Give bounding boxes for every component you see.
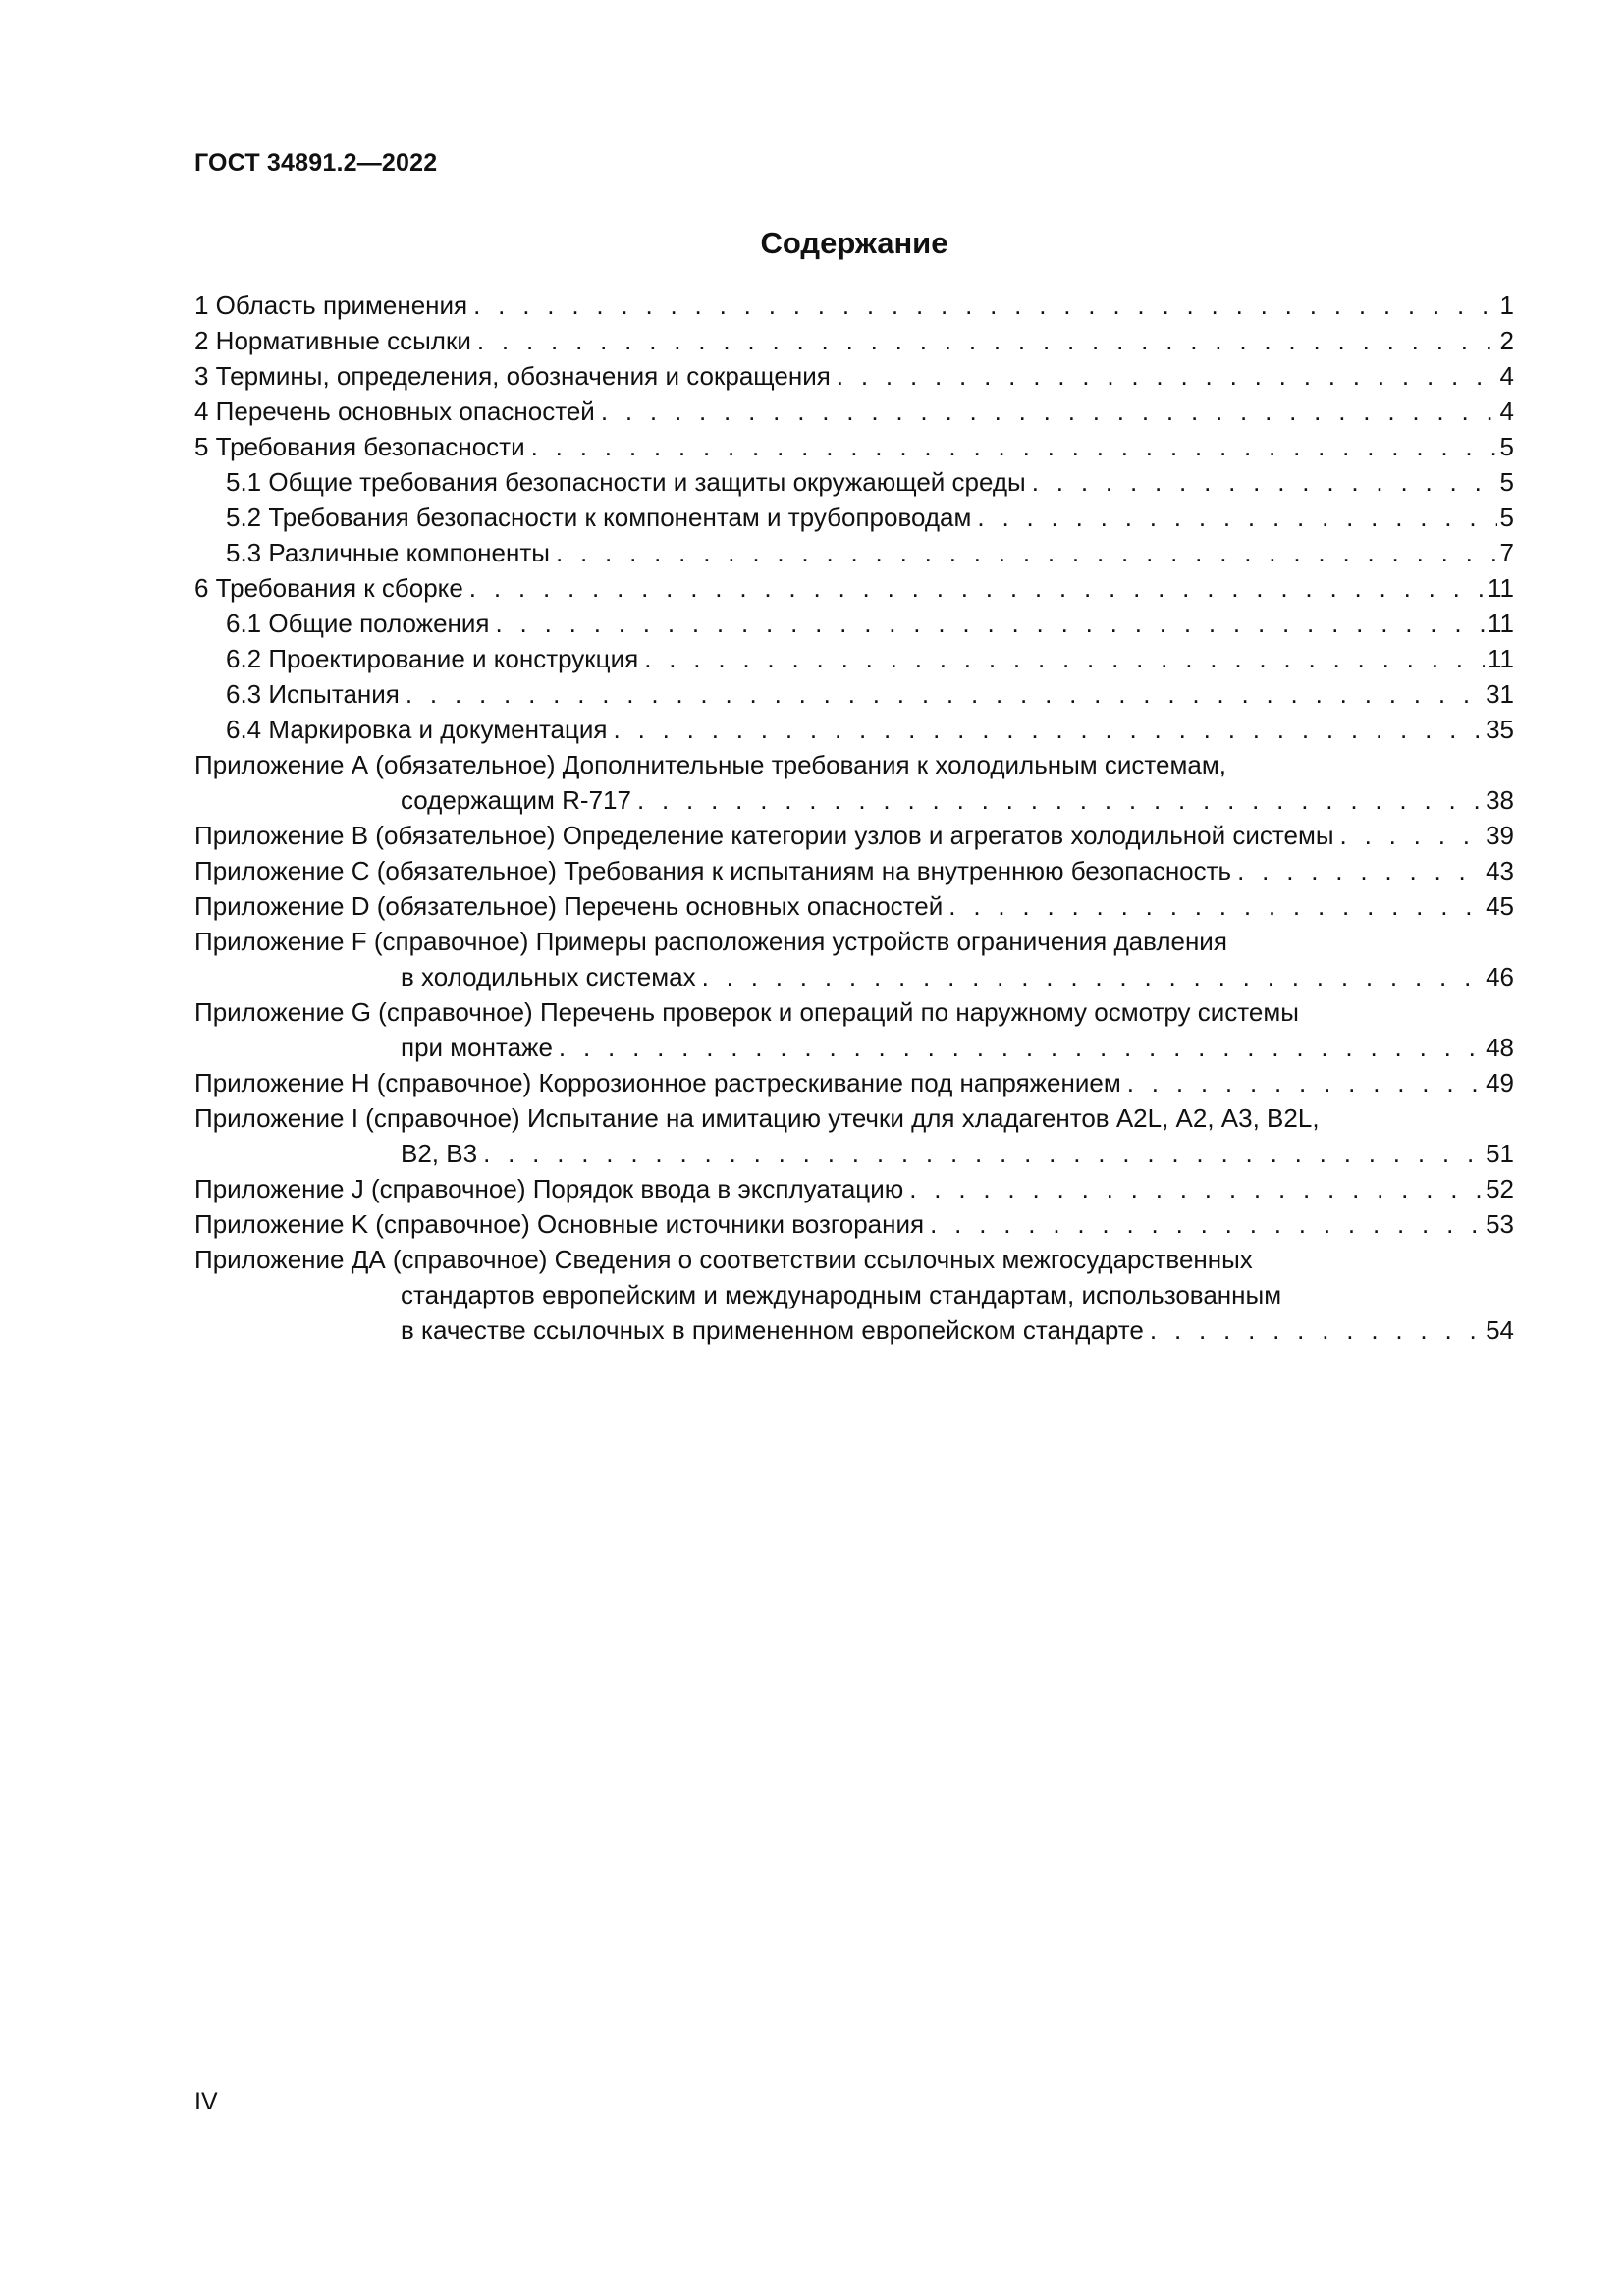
toc-entry-text: 2 Нормативные ссылки	[194, 326, 471, 355]
dot-leader	[930, 1206, 1483, 1242]
toc-entry[interactable]	[194, 606, 1514, 641]
toc-entry-text: 4 Перечень основных опасностей	[194, 397, 595, 426]
toc-page-number: 48	[1486, 1033, 1514, 1062]
toc-entry[interactable]	[194, 323, 1514, 358]
toc-page-number: 11	[1488, 609, 1514, 638]
toc-line	[194, 464, 1514, 500]
toc-page-number: 4	[1499, 361, 1514, 391]
toc-line	[194, 676, 1514, 712]
dot-leader	[977, 500, 1496, 535]
dot-leader	[531, 429, 1497, 464]
toc-page-number: 46	[1486, 962, 1514, 991]
document-code: ГОСТ 34891.2—2022	[194, 149, 438, 177]
toc-entry-text: содержащим R-717	[401, 785, 631, 815]
table-of-contents	[194, 288, 1514, 1348]
dot-leader	[1127, 1065, 1483, 1100]
dot-leader	[909, 1171, 1483, 1206]
dot-leader	[637, 782, 1483, 818]
dot-leader	[406, 676, 1483, 712]
toc-line	[194, 1100, 1514, 1136]
toc-page-number: 4	[1499, 397, 1514, 426]
toc-line	[194, 924, 1514, 959]
toc-entry[interactable]	[194, 888, 1514, 924]
toc-entry[interactable]	[194, 641, 1514, 676]
toc-page-number: 43	[1486, 856, 1514, 885]
toc-entry-text: 5.3 Различные компоненты	[226, 538, 550, 567]
dot-leader	[473, 288, 1496, 323]
toc-page-number: 54	[1486, 1315, 1514, 1345]
toc-entry-text: Приложение F (справочное) Примеры расположения устройств ограничения давления	[194, 927, 1227, 956]
dot-leader	[559, 1030, 1483, 1065]
toc-entry[interactable]	[194, 535, 1514, 570]
toc-page-number: 52	[1486, 1174, 1514, 1203]
toc-page-number: 7	[1499, 538, 1514, 567]
toc-line	[194, 747, 1514, 782]
dot-leader	[556, 535, 1497, 570]
toc-entry-text: 5.1 Общие требования безопасности и защиты окружающей среды	[226, 467, 1026, 497]
toc-line	[194, 1136, 1514, 1171]
toc-page-number: 5	[1499, 503, 1514, 532]
page-number: IV	[194, 2088, 218, 2115]
toc-page-number: 2	[1499, 326, 1514, 355]
toc-entry[interactable]	[194, 500, 1514, 535]
toc-entry[interactable]	[194, 924, 1514, 994]
toc-entry-text: 6.2 Проектирование и конструкция	[226, 644, 639, 673]
toc-entry-text: Приложение В (обязательное) Определение категории узлов и агрегатов холодильной системы	[194, 821, 1334, 850]
toc-line	[194, 429, 1514, 464]
toc-entry[interactable]	[194, 1171, 1514, 1206]
toc-entry-text: Приложение K (справочное) Основные источники возгорания	[194, 1209, 925, 1239]
toc-entry-text: В2, В3	[401, 1139, 478, 1168]
toc-entry[interactable]	[194, 712, 1514, 747]
toc-page-number: 39	[1486, 821, 1514, 850]
toc-page-number: 1	[1499, 291, 1514, 320]
toc-entry-text: в холодильных системах	[401, 962, 696, 991]
toc-entry[interactable]	[194, 1065, 1514, 1100]
toc-page-number: 5	[1499, 467, 1514, 497]
toc-page-number: 45	[1486, 891, 1514, 921]
toc-entry-text: Приложение Н (справочное) Коррозионное растрескивание под напряжением	[194, 1068, 1121, 1097]
toc-entry-text: при монтаже	[401, 1033, 553, 1062]
toc-entry[interactable]	[194, 676, 1514, 712]
toc-page-number: 5	[1499, 432, 1514, 461]
toc-entry-text: Приложение J (справочное) Порядок ввода в эксплуатацию	[194, 1174, 904, 1203]
dot-leader	[477, 323, 1497, 358]
toc-entry-text: Приложение G (справочное) Перечень проверок и операций по наружному осмотру системы	[194, 997, 1299, 1027]
toc-line	[194, 959, 1514, 994]
dot-leader	[837, 358, 1497, 394]
toc-line	[194, 994, 1514, 1030]
toc-entry-text: Приложение D (обязательное) Перечень основных опасностей	[194, 891, 944, 921]
toc-entry-text: 6.4 Маркировка и документация	[226, 715, 608, 744]
dot-leader	[1150, 1312, 1483, 1348]
toc-entry[interactable]	[194, 853, 1514, 888]
toc-line	[194, 888, 1514, 924]
dot-leader	[601, 394, 1497, 429]
toc-entry-text: в качестве ссылочных в примененном европейском стандарте	[401, 1315, 1144, 1345]
toc-line	[194, 1030, 1514, 1065]
toc-line	[194, 1312, 1514, 1348]
toc-entry-text: Приложение I (справочное) Испытание на имитацию утечки для хладагентов A2L, А2, A3, B2L,	[194, 1103, 1320, 1133]
dot-leader	[483, 1136, 1483, 1171]
dot-leader	[702, 959, 1483, 994]
toc-page-number: 35	[1486, 715, 1514, 744]
toc-page-number: 31	[1486, 679, 1514, 709]
toc-entry-text: 5 Требования безопасности	[194, 432, 525, 461]
toc-entry[interactable]	[194, 818, 1514, 853]
toc-entry[interactable]	[194, 994, 1514, 1065]
toc-line	[194, 394, 1514, 429]
toc-title: Содержание	[760, 226, 948, 260]
toc-entry-text: 6.3 Испытания	[226, 679, 400, 709]
toc-line	[194, 1242, 1514, 1277]
toc-entry[interactable]	[194, 1100, 1514, 1171]
toc-line	[194, 535, 1514, 570]
toc-line	[194, 500, 1514, 535]
toc-line	[194, 853, 1514, 888]
toc-entry[interactable]	[194, 288, 1514, 323]
dot-leader	[496, 606, 1486, 641]
dot-leader	[1237, 853, 1483, 888]
toc-entry-text: стандартов европейским и международным стандартам, использованным	[401, 1280, 1282, 1309]
toc-entry[interactable]	[194, 358, 1514, 394]
toc-line	[194, 1206, 1514, 1242]
dot-leader	[1032, 464, 1497, 500]
toc-page-number: 11	[1488, 644, 1514, 673]
toc-page-number: 11	[1488, 573, 1514, 603]
toc-line	[194, 1065, 1514, 1100]
toc-line	[194, 288, 1514, 323]
toc-line	[194, 712, 1514, 747]
toc-entry[interactable]	[194, 1206, 1514, 1242]
toc-line	[194, 1171, 1514, 1206]
toc-entry[interactable]	[194, 464, 1514, 500]
dot-leader	[948, 888, 1483, 924]
toc-entry[interactable]	[194, 429, 1514, 464]
toc-line	[194, 818, 1514, 853]
dot-leader	[469, 570, 1485, 606]
toc-entry-text: 6 Требования к сборке	[194, 573, 463, 603]
toc-line	[194, 782, 1514, 818]
toc-page-number: 49	[1486, 1068, 1514, 1097]
toc-page-number: 38	[1486, 785, 1514, 815]
toc-entry-text: 5.2 Требования безопасности к компонентам и трубопроводам	[226, 503, 972, 532]
toc-line	[194, 641, 1514, 676]
toc-line	[194, 323, 1514, 358]
toc-line	[194, 606, 1514, 641]
toc-entry[interactable]	[194, 570, 1514, 606]
toc-entry-text: 3 Термины, определения, обозначения и сокращения	[194, 361, 831, 391]
dot-leader	[614, 712, 1484, 747]
toc-line	[194, 1277, 1514, 1312]
toc-entry-text: 6.1 Общие положения	[226, 609, 490, 638]
toc-page-number: 51	[1486, 1139, 1514, 1168]
toc-entry[interactable]	[194, 394, 1514, 429]
toc-entry[interactable]	[194, 1242, 1514, 1348]
dot-leader	[644, 641, 1485, 676]
toc-entry-text: Приложение С (обязательное) Требования к испытаниям на внутреннюю безопасность	[194, 856, 1232, 885]
toc-entry-text: 1 Область применения	[194, 291, 468, 320]
toc-entry-text: Приложение А (обязательное) Дополнительные требования к холодильным системам,	[194, 750, 1226, 779]
toc-line	[194, 358, 1514, 394]
toc-line	[194, 570, 1514, 606]
toc-page-number: 53	[1486, 1209, 1514, 1239]
toc-entry[interactable]	[194, 747, 1514, 818]
dot-leader	[1340, 818, 1484, 853]
toc-entry-text: Приложение ДА (справочное) Сведения о соответствии ссылочных межгосударственных	[194, 1245, 1253, 1274]
